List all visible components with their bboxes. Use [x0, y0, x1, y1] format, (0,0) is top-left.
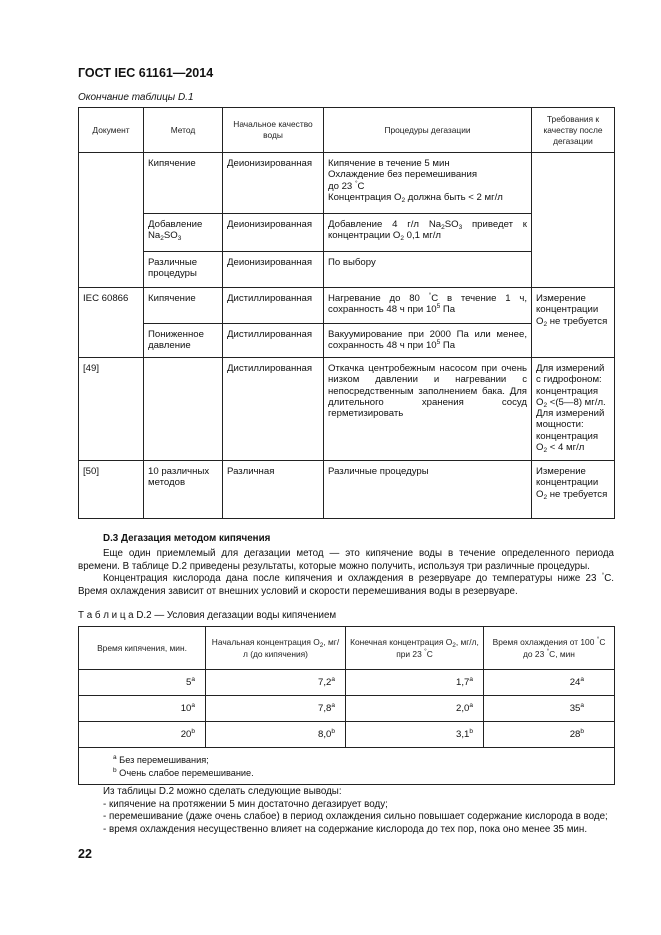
cell-water: Дистиллированная: [223, 288, 324, 324]
cell-requirements: [532, 214, 615, 252]
conclusion-item: - кипячение на протяжении 5 мин достаточно дегазирует воду;: [103, 798, 388, 810]
table-row: [79, 358, 615, 461]
col-header-final-concentration: Конечная концентрация $O_2$, мг/л, при 23 °C: [346, 627, 484, 670]
cell-final: 1,7$^a$: [346, 670, 484, 696]
cell-method: Кипячение: [144, 288, 223, 324]
cell-method: [144, 358, 223, 461]
cell-cooling: 28$^b$: [484, 722, 615, 748]
cell-method: Пониженное давление: [144, 324, 223, 358]
cell-water: Деионизированная: [223, 214, 324, 252]
cell-document: [79, 324, 144, 358]
cell-boil-time: 5$^a$: [79, 670, 206, 696]
col-header-initial-concentration: Начальная концентрация $O_2$, мг/л (до кипячения): [206, 627, 346, 670]
cell-document: [79, 214, 144, 252]
cell-document: [79, 252, 144, 288]
cell-document: [79, 153, 144, 214]
cell-document: [49]: [79, 358, 144, 461]
cell-requirements: Измерение концентрации $O_2$ не требуется: [532, 461, 615, 519]
cell-boil-time: 20$^b$: [79, 722, 206, 748]
cell-initial: 7,8$^a$: [206, 696, 346, 722]
cell-procedure: Кипячение в течение 5 мин Охлаждение без перемешивания до 23 °C Концентрация $O_2$ должна быть < 2 мг/л: [324, 153, 532, 214]
conclusions-intro: Из таблицы D.2 можно сделать следующие выводы:: [103, 786, 342, 797]
cell-procedure: Различные процедуры: [324, 461, 532, 519]
standard-code: ГОСТ IEC 61161—2014: [78, 66, 214, 80]
table-row: [79, 461, 615, 519]
table-header-row: [79, 627, 615, 670]
col-header-requirements: Требования к качеству после дегазации: [532, 108, 615, 153]
cell-water: Дистиллированная: [223, 324, 324, 358]
table-d1-end: [78, 107, 615, 519]
table-row: [79, 696, 615, 722]
table-row: [79, 153, 615, 214]
cell-procedure: По выбору: [324, 252, 532, 288]
cell-method: Добавление $Na_2SO_3$: [144, 214, 223, 252]
section-d3-title: D.3 Дегазация методом кипячения: [103, 533, 271, 544]
table-row: [79, 252, 615, 288]
table-row: [79, 214, 615, 252]
cell-water: Деионизированная: [223, 153, 324, 214]
cell-method: 10 различных методов: [144, 461, 223, 519]
cell-procedure: Нагревание до 80 °C в течение 1 ч, сохранность 48 ч при $10^5$ Па: [324, 288, 532, 324]
cell-cooling: 24$^a$: [484, 670, 615, 696]
col-header-procedures: Процедуры дегазации: [324, 108, 532, 153]
conclusion-item: - время охлаждения несущественно влияет на содержание кислорода до тех пор, пока оно менее 35 мин.: [103, 823, 588, 835]
page-number: 22: [78, 847, 92, 861]
cell-document: IEC 60866: [79, 288, 144, 324]
cell-requirements: [532, 252, 615, 288]
table-d2: [78, 626, 615, 785]
cell-procedure: Добавление 4 г/л $Na_2SO_3$ приведет к концентрации $O_2$ 0,1 мг/л: [324, 214, 532, 252]
cell-method: Кипячение: [144, 153, 223, 214]
cell-procedure: Откачка центробежным насосом при очень низком давлении и нагревании с непосредственным заполнением бака. Для длительного хранения сосуд герметизировать: [324, 358, 532, 461]
col-header-boil-time: Время кипячения, мин.: [79, 627, 206, 670]
cell-initial: 8,0$^b$: [206, 722, 346, 748]
section-d3-paragraph-1: Еще один приемлемый для дегазации метод — это кипячение воды в течение определенного периода времени. В таблице D.2 приведены результаты, которые можно получить, используя три различные процедуры.: [78, 548, 614, 572]
section-d3-paragraph-2: Концентрация кислорода дана после кипячения и охлаждения в резервуаре до температуры ниже 23 °C. Время охлаждения зависит от внешних условий и скорости перемешивания воды в резервуаре.: [78, 572, 614, 597]
cell-requirements: Для измерений с гидрофоном: концентрация $O_2$ <(5—8) мг/л. Для измерений мощности: концентрация $O_2 < 4$ мг/л: [532, 358, 615, 461]
cell-method: Различные процедуры: [144, 252, 223, 288]
col-header-document: Документ: [79, 108, 144, 153]
table-notes-row: [79, 748, 615, 785]
cell-boil-time: 10$^a$: [79, 696, 206, 722]
table-row: [79, 722, 615, 748]
conclusions: [78, 786, 614, 836]
cell-requirements: [532, 153, 615, 214]
col-header-method: Метод: [144, 108, 223, 153]
cell-final: 3,1$^b$: [346, 722, 484, 748]
table-header-row: [79, 108, 615, 153]
cell-water: Различная: [223, 461, 324, 519]
cell-water: Деионизированная: [223, 252, 324, 288]
col-header-water-quality: Начальное качество воды: [223, 108, 324, 153]
col-header-cooling-time: Время охлаждения от 100 °C до 23 °C, мин: [484, 627, 615, 670]
table-continuation-caption: Окончание таблицы D.1: [78, 92, 194, 103]
conclusion-item: - перемешивание (даже очень слабое) в период охлаждения сильно повышает содержание кислорода в воде;: [103, 811, 608, 823]
table-row: [79, 670, 615, 696]
table-notes: $^a$ Без перемешивания; $^b$ Очень слабое перемешивание.: [79, 748, 615, 785]
cell-requirements: Измерение концентрации $O_2$ не требуется: [532, 288, 615, 358]
cell-cooling: 35$^a$: [484, 696, 615, 722]
cell-procedure: Вакуумирование при 2000 Па или менее, сохранность 48 ч при $10^5$ Па: [324, 324, 532, 358]
cell-initial: 7,2$^a$: [206, 670, 346, 696]
cell-final: 2,0$^a$: [346, 696, 484, 722]
table-d2-caption: Т а б л и ц а D.2 — Условия дегазации воды кипячением: [78, 610, 337, 621]
table-row: [79, 288, 615, 324]
cell-water: Дистиллированная: [223, 358, 324, 461]
cell-document: [50]: [79, 461, 144, 519]
